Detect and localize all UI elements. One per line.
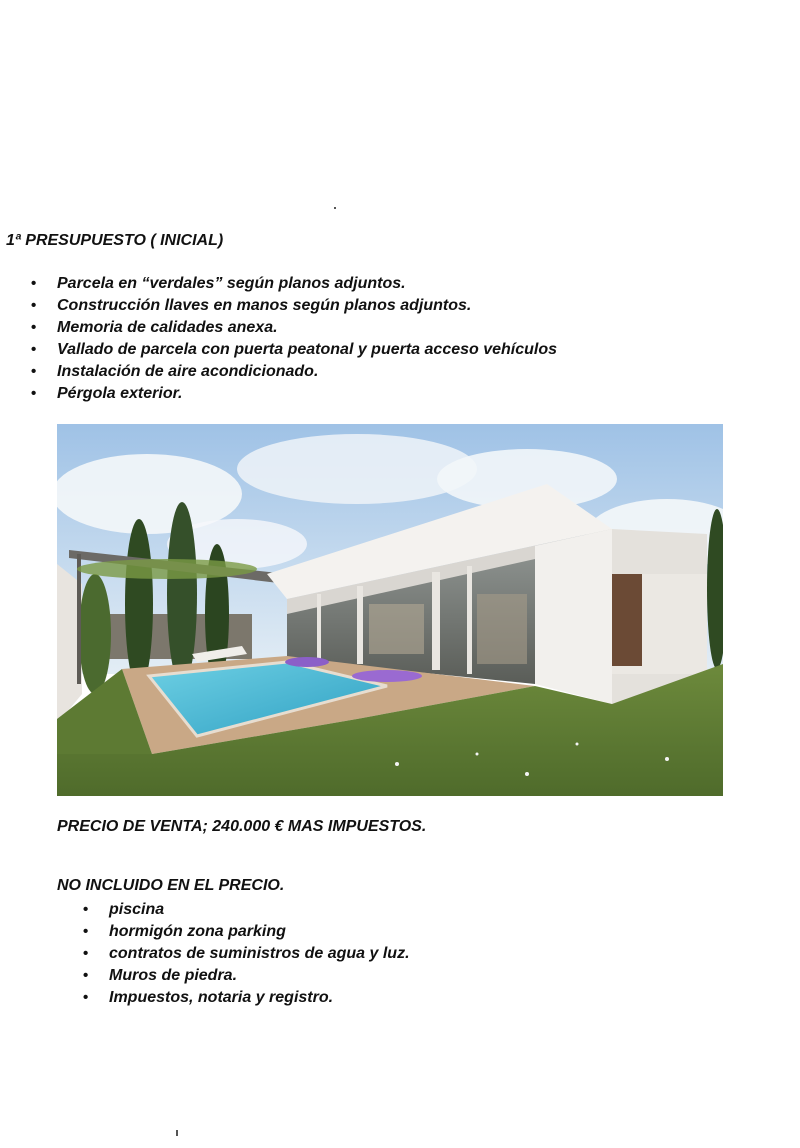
bullet-icon: • [83,989,89,1006]
list-item-text: hormigón zona parking [109,923,286,940]
list-item [83,987,410,1009]
bullet-icon: • [83,967,89,984]
list-item-text: Vallado de parcela con puerta peatonal y puerta acceso vehículos [57,341,558,358]
bullet-icon: • [31,341,37,358]
bullet-icon: • [31,363,37,380]
bullet-icon: • [83,901,89,918]
included-items-list [31,273,558,405]
list-item [83,921,410,943]
list-item-text: Parcela en “verdales” según planos adjuntos. [57,275,406,292]
not-included-heading: NO INCLUIDO EN EL PRECIO. [57,877,285,894]
scan-speck [176,1130,178,1136]
list-item-text: piscina [109,901,165,918]
list-item [31,295,557,317]
bullet-icon: • [31,319,37,336]
list-item-text: Construcción llaves en manos según planos adjuntos. [57,297,472,314]
list-item [31,317,557,339]
list-item-text: Instalación de aire acondicionado. [57,363,319,380]
list-item [83,943,410,965]
house-render-image [57,424,723,796]
section-heading: 1ª PRESUPUESTO ( INICIAL) [6,232,224,249]
list-item [31,273,557,295]
list-item [31,339,558,361]
bullet-icon: • [31,297,37,314]
list-item [31,361,557,383]
sale-price: PRECIO DE VENTA; 240.000 € MAS IMPUESTOS. [57,818,427,835]
list-item-text: Pérgola exterior. [57,385,183,402]
not-included-items-list [83,899,410,1009]
bullet-icon: • [83,945,89,962]
list-item [83,965,410,987]
list-item-text: Memoria de calidades anexa. [57,319,278,336]
bullet-icon: • [83,923,89,940]
list-item-text: contratos de suministros de agua y luz. [109,945,410,962]
list-item [31,383,557,405]
bullet-icon: • [31,385,37,402]
scan-speck [334,207,336,209]
list-item-text: Impuestos, notaria y registro. [109,989,334,1006]
list-item [83,899,410,921]
bullet-icon: • [31,275,37,292]
list-item-text: Muros de piedra. [109,967,238,984]
